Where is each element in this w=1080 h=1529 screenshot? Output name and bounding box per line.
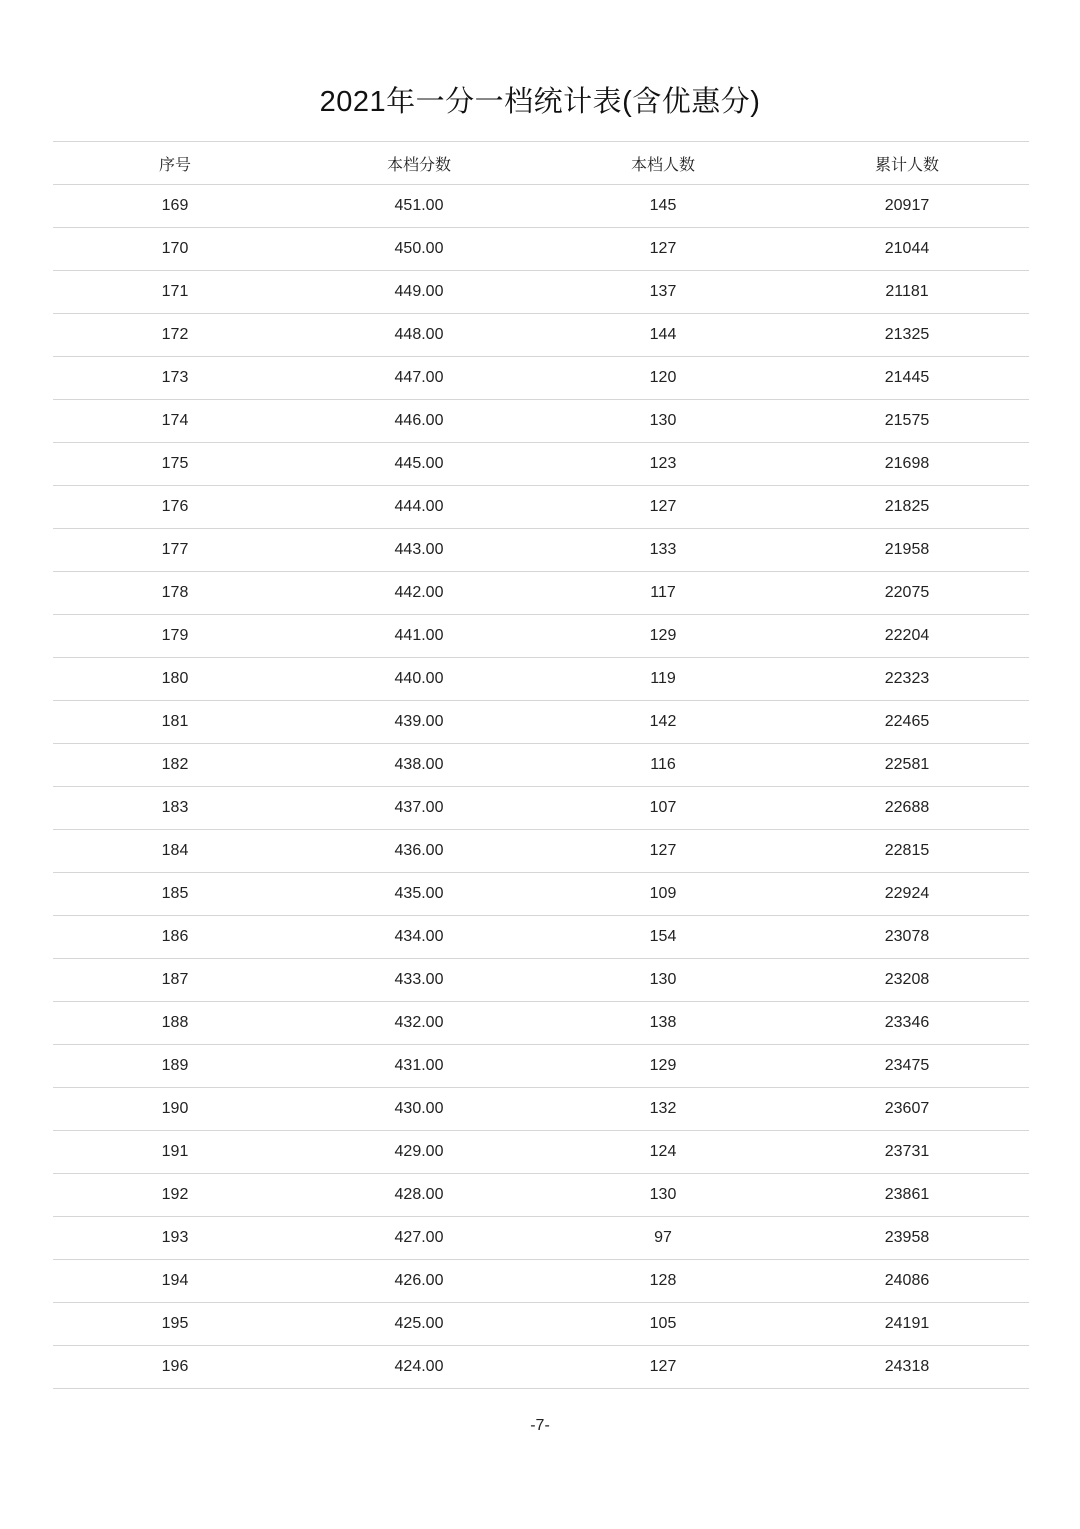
table-row bbox=[53, 873, 1029, 916]
cell-cumulative: 22924 bbox=[785, 873, 1029, 916]
cell-score: 446.00 bbox=[297, 400, 541, 443]
table-header-row bbox=[53, 142, 1029, 185]
cell-rank: 174 bbox=[53, 400, 297, 443]
table-row bbox=[53, 701, 1029, 744]
cell-cumulative: 22465 bbox=[785, 701, 1029, 744]
cell-rank: 177 bbox=[53, 529, 297, 572]
cell-cumulative: 22581 bbox=[785, 744, 1029, 787]
cell-count: 130 bbox=[541, 1174, 785, 1217]
cell-score: 431.00 bbox=[297, 1045, 541, 1088]
cell-score: 441.00 bbox=[297, 615, 541, 658]
cell-rank: 196 bbox=[53, 1346, 297, 1389]
cell-score: 426.00 bbox=[297, 1260, 541, 1303]
table-row bbox=[53, 959, 1029, 1002]
table-row bbox=[53, 787, 1029, 830]
cell-rank: 194 bbox=[53, 1260, 297, 1303]
cell-cumulative: 23078 bbox=[785, 916, 1029, 959]
table-row bbox=[53, 314, 1029, 357]
cell-rank: 193 bbox=[53, 1217, 297, 1260]
cell-cumulative: 23346 bbox=[785, 1002, 1029, 1045]
cell-rank: 187 bbox=[53, 959, 297, 1002]
table-row bbox=[53, 1346, 1029, 1389]
cell-score: 432.00 bbox=[297, 1002, 541, 1045]
cell-rank: 192 bbox=[53, 1174, 297, 1217]
cell-cumulative: 21698 bbox=[785, 443, 1029, 486]
cell-cumulative: 23208 bbox=[785, 959, 1029, 1002]
table-header bbox=[53, 142, 1029, 185]
cell-cumulative: 22075 bbox=[785, 572, 1029, 615]
cell-count: 142 bbox=[541, 701, 785, 744]
cell-cumulative: 20917 bbox=[785, 185, 1029, 228]
table-row bbox=[53, 1217, 1029, 1260]
table-row bbox=[53, 486, 1029, 529]
table-row bbox=[53, 916, 1029, 959]
cell-cumulative: 21181 bbox=[785, 271, 1029, 314]
cell-rank: 183 bbox=[53, 787, 297, 830]
cell-cumulative: 22323 bbox=[785, 658, 1029, 701]
document-title: 2021年一分一档统计表(含优惠分) bbox=[319, 86, 761, 118]
cell-rank: 175 bbox=[53, 443, 297, 486]
table-row bbox=[53, 228, 1029, 271]
cell-cumulative: 23958 bbox=[785, 1217, 1029, 1260]
table-row bbox=[53, 1002, 1029, 1045]
table-row bbox=[53, 357, 1029, 400]
cell-cumulative: 22815 bbox=[785, 830, 1029, 873]
table-row bbox=[53, 1303, 1029, 1346]
table-row bbox=[53, 1131, 1029, 1174]
cell-rank: 179 bbox=[53, 615, 297, 658]
cell-cumulative: 21445 bbox=[785, 357, 1029, 400]
cell-count: 128 bbox=[541, 1260, 785, 1303]
cell-count: 137 bbox=[541, 271, 785, 314]
cell-count: 127 bbox=[541, 228, 785, 271]
table-row bbox=[53, 1174, 1029, 1217]
cell-count: 116 bbox=[541, 744, 785, 787]
cell-rank: 171 bbox=[53, 271, 297, 314]
cell-score: 444.00 bbox=[297, 486, 541, 529]
cell-score: 427.00 bbox=[297, 1217, 541, 1260]
cell-count: 130 bbox=[541, 400, 785, 443]
cell-rank: 172 bbox=[53, 314, 297, 357]
cell-cumulative: 21325 bbox=[785, 314, 1029, 357]
cell-score: 445.00 bbox=[297, 443, 541, 486]
cell-score: 448.00 bbox=[297, 314, 541, 357]
table-row bbox=[53, 1088, 1029, 1131]
cell-cumulative: 21825 bbox=[785, 486, 1029, 529]
cell-count: 138 bbox=[541, 1002, 785, 1045]
cell-score: 434.00 bbox=[297, 916, 541, 959]
cell-rank: 186 bbox=[53, 916, 297, 959]
cell-cumulative: 22688 bbox=[785, 787, 1029, 830]
header-cumulative: 累计人数 bbox=[785, 142, 1029, 185]
cell-count: 127 bbox=[541, 1346, 785, 1389]
table-row bbox=[53, 830, 1029, 873]
cell-count: 127 bbox=[541, 486, 785, 529]
cell-cumulative: 21044 bbox=[785, 228, 1029, 271]
cell-cumulative: 23475 bbox=[785, 1045, 1029, 1088]
cell-cumulative: 23731 bbox=[785, 1131, 1029, 1174]
cell-rank: 173 bbox=[53, 357, 297, 400]
cell-score: 450.00 bbox=[297, 228, 541, 271]
table-row bbox=[53, 572, 1029, 615]
cell-count: 105 bbox=[541, 1303, 785, 1346]
cell-rank: 190 bbox=[53, 1088, 297, 1131]
cell-score: 429.00 bbox=[297, 1131, 541, 1174]
table-row bbox=[53, 185, 1029, 228]
table-row bbox=[53, 529, 1029, 572]
table-row bbox=[53, 1260, 1029, 1303]
cell-score: 428.00 bbox=[297, 1174, 541, 1217]
cell-count: 117 bbox=[541, 572, 785, 615]
cell-rank: 188 bbox=[53, 1002, 297, 1045]
cell-score: 442.00 bbox=[297, 572, 541, 615]
cell-score: 435.00 bbox=[297, 873, 541, 916]
page-number: -7- bbox=[530, 1417, 550, 1434]
cell-score: 440.00 bbox=[297, 658, 541, 701]
cell-rank: 185 bbox=[53, 873, 297, 916]
cell-count: 109 bbox=[541, 873, 785, 916]
table-row bbox=[53, 615, 1029, 658]
cell-score: 430.00 bbox=[297, 1088, 541, 1131]
cell-rank: 181 bbox=[53, 701, 297, 744]
cell-rank: 184 bbox=[53, 830, 297, 873]
header-score: 本档分数 bbox=[297, 142, 541, 185]
cell-count: 129 bbox=[541, 1045, 785, 1088]
cell-score: 436.00 bbox=[297, 830, 541, 873]
cell-score: 433.00 bbox=[297, 959, 541, 1002]
cell-score: 425.00 bbox=[297, 1303, 541, 1346]
cell-rank: 182 bbox=[53, 744, 297, 787]
cell-cumulative: 23607 bbox=[785, 1088, 1029, 1131]
cell-score: 439.00 bbox=[297, 701, 541, 744]
cell-cumulative: 24318 bbox=[785, 1346, 1029, 1389]
cell-count: 119 bbox=[541, 658, 785, 701]
cell-count: 127 bbox=[541, 830, 785, 873]
cell-cumulative: 22204 bbox=[785, 615, 1029, 658]
table-row bbox=[53, 658, 1029, 701]
cell-rank: 169 bbox=[53, 185, 297, 228]
cell-rank: 180 bbox=[53, 658, 297, 701]
cell-count: 123 bbox=[541, 443, 785, 486]
cell-count: 107 bbox=[541, 787, 785, 830]
cell-rank: 189 bbox=[53, 1045, 297, 1088]
cell-score: 424.00 bbox=[297, 1346, 541, 1389]
cell-cumulative: 21575 bbox=[785, 400, 1029, 443]
cell-count: 124 bbox=[541, 1131, 785, 1174]
cell-count: 97 bbox=[541, 1217, 785, 1260]
cell-rank: 176 bbox=[53, 486, 297, 529]
cell-score: 443.00 bbox=[297, 529, 541, 572]
cell-score: 437.00 bbox=[297, 787, 541, 830]
cell-count: 120 bbox=[541, 357, 785, 400]
cell-count: 132 bbox=[541, 1088, 785, 1131]
cell-cumulative: 21958 bbox=[785, 529, 1029, 572]
cell-score: 438.00 bbox=[297, 744, 541, 787]
header-count: 本档人数 bbox=[541, 142, 785, 185]
cell-score: 451.00 bbox=[297, 185, 541, 228]
table-row bbox=[53, 1045, 1029, 1088]
table-row bbox=[53, 400, 1029, 443]
cell-count: 133 bbox=[541, 529, 785, 572]
cell-rank: 195 bbox=[53, 1303, 297, 1346]
cell-score: 449.00 bbox=[297, 271, 541, 314]
header-rank: 序号 bbox=[53, 142, 297, 185]
cell-count: 130 bbox=[541, 959, 785, 1002]
cell-count: 145 bbox=[541, 185, 785, 228]
table-row bbox=[53, 443, 1029, 486]
table-body bbox=[53, 185, 1029, 1389]
cell-cumulative: 24086 bbox=[785, 1260, 1029, 1303]
cell-score: 447.00 bbox=[297, 357, 541, 400]
score-distribution-table bbox=[53, 141, 1029, 1389]
cell-count: 129 bbox=[541, 615, 785, 658]
table-row bbox=[53, 271, 1029, 314]
table-row bbox=[53, 744, 1029, 787]
cell-cumulative: 24191 bbox=[785, 1303, 1029, 1346]
cell-rank: 170 bbox=[53, 228, 297, 271]
cell-cumulative: 23861 bbox=[785, 1174, 1029, 1217]
cell-count: 144 bbox=[541, 314, 785, 357]
cell-rank: 178 bbox=[53, 572, 297, 615]
cell-count: 154 bbox=[541, 916, 785, 959]
cell-rank: 191 bbox=[53, 1131, 297, 1174]
